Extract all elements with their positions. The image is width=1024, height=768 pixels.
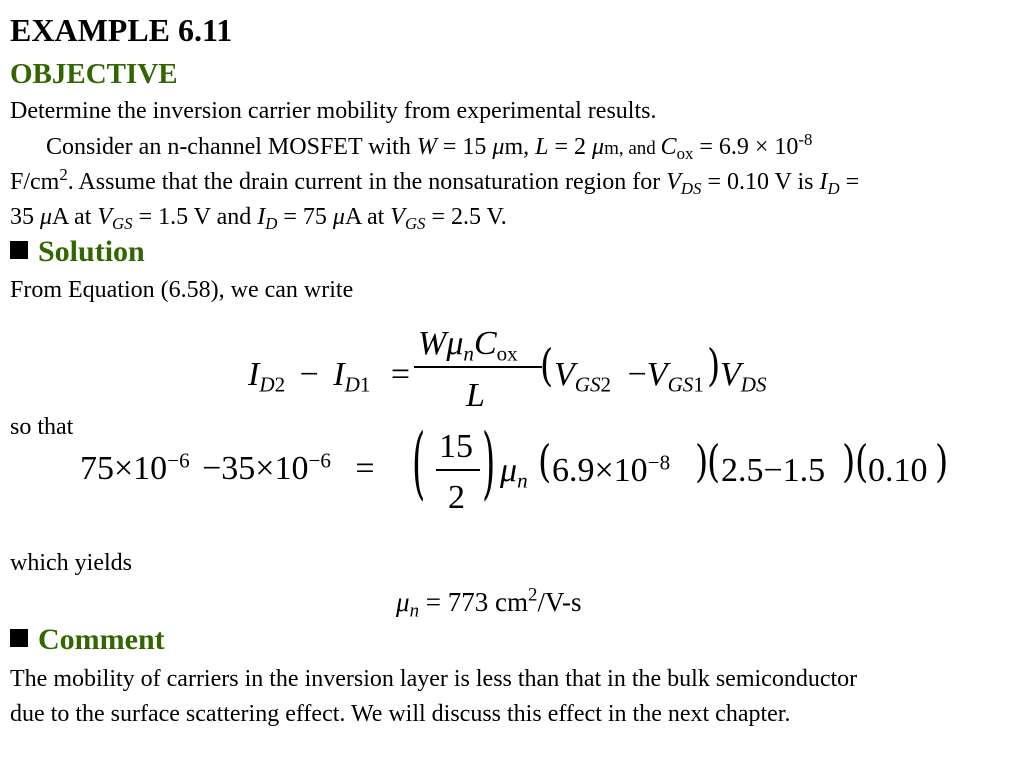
mu-symbol: μ [332,204,345,230]
eq1-v: V [554,356,575,393]
solution-intro: From Equation (6.58), we can write [10,277,354,303]
eq2-exp-a: −6 [167,448,190,473]
w-value: = 15 [436,134,493,160]
eq2-mu: μ [500,452,518,489]
eq1-w: W [418,325,447,362]
vds-value: = 0.10 V is [701,169,820,195]
result-unit: /V-s [537,587,582,617]
eq2-rparen-2: ) [842,436,856,488]
comment-line-1: The mobility of carriers in the inversion layer is less than that in the bulk semiconductor [10,666,858,692]
fcm-exponent: 2 [59,164,68,184]
eq1-gs-sub: GS [574,372,601,397]
eq2-lparen-3: ( [855,436,869,488]
eq2-lhs-b: −35×10 [202,450,309,487]
mu-symbol: μ [40,204,53,230]
micron-unit: m, [504,134,536,160]
eq1-v: V [720,356,741,393]
var-v: V [390,204,405,230]
eq1-minus: − [299,356,319,393]
eq2-term3: 0.10 [868,452,928,489]
and-word: and [623,138,661,159]
comment-heading [10,622,165,658]
eq2-frac-rparen: ) [482,418,496,510]
eq2-term1-base: 6.9×10 [552,452,648,489]
eq1-d-sub: D [259,372,275,397]
eq2-mu-n [500,451,528,491]
result-n-sub: n [409,600,420,622]
eq1-i: I [248,356,260,393]
vgs2-value: = 2.5 V. [425,204,507,230]
amp-at: A at [344,204,391,230]
eq1-ox-sub: ox [496,341,518,366]
eq1-rparen: ) [707,340,721,392]
var-c: C [660,134,677,160]
eq1-mu: μ [446,325,464,362]
eq2-rparen-3: ) [935,436,949,488]
eq1-two-sub: 2 [274,372,286,397]
result-mu: μ [396,587,410,617]
eq1-ds-sub: DS [740,372,767,397]
id2-value: = 75 [277,204,333,230]
mu-symbol: μ [492,134,505,160]
id1-value: 35 [10,204,40,230]
var-v: V [97,204,113,230]
eq2-exp-b: −6 [308,448,331,473]
cox-value: = 6.9 × 10 [693,134,799,160]
eq1-lparen: ( [540,340,554,392]
square-bullet-icon [10,629,28,647]
eq1-i: I [333,356,345,393]
gs-subscript: GS [404,214,426,234]
result-line [396,584,581,620]
gs-subscript: GS [112,214,133,234]
var-l: L [535,134,549,160]
eq2-frac-lparen: ( [412,418,426,510]
eq1-l: L [466,377,485,414]
eq2-term1 [552,451,670,491]
eq2-equals: = [355,450,375,487]
eq2-lparen-1: ( [538,436,552,488]
eq2-lparen-2: ( [707,436,721,488]
result-value: = 773 cm [419,587,528,617]
eq1-v: V [646,356,668,393]
vgs1-value: = 1.5 V and [132,204,258,230]
eq2-lhs-a: 75×10 [80,450,168,487]
var-i: I [819,169,828,195]
eq2-rparen-1: ) [695,436,709,488]
eq1-gs-sub: GS [667,372,694,397]
ds-subscript: DS [680,179,702,199]
objective-heading: OBJECTIVE [10,58,178,90]
mu-symbol: μ [592,134,605,160]
eq2-term1-exp: −8 [647,450,671,475]
eq2-lhs [80,449,375,489]
l-value: = 2 [548,134,593,160]
eq1-minus: − [627,356,647,393]
eq1-one-sub: 1 [693,372,704,397]
var-v: V [666,169,681,195]
which-yields-text: which yields [10,550,132,576]
d-subscript: D [827,179,840,199]
var-i: I [257,204,266,230]
eq2-n-sub: n [517,468,528,493]
equals-sign: = [839,169,860,195]
eq2-term2: 2.5−1.5 [721,452,826,489]
eq2-frac-num: 15 [439,428,473,465]
assume-text: . Assume that the drain current in the nonsaturation region for [67,169,667,195]
example-title: EXAMPLE 6.11 [10,12,233,48]
ox-subscript: ox [676,144,694,164]
micron-unit: m, [604,138,624,159]
eq1-one-sub: 1 [359,372,371,397]
comment-label: Comment [38,623,165,656]
eq2-fraction-bar [436,469,480,471]
fcm-unit: F/cm [10,169,60,195]
eq2-frac-den: 2 [448,479,465,516]
objective-text: Determine the inversion carrier mobility from experimental results. [10,98,657,124]
problem-consider: Consider an n-channel MOSFET with [46,134,411,160]
eq1-n-sub: n [463,341,474,366]
var-w: W [416,134,437,160]
result-sq: 2 [527,584,538,606]
d-subscript: D [265,214,278,234]
comment-line-2: due to the surface scattering effect. We will discuss this effect in the next chapter. [10,701,791,727]
so-that-text: so that [10,414,74,440]
eq1-two-sub: 2 [600,372,612,397]
cox-exponent: -8 [798,129,813,149]
eq1-d-sub: D [344,372,360,397]
eq1-equals: = [390,356,411,393]
solution-label: Solution [38,235,145,268]
eq1-c: C [473,325,497,362]
amp-at: A at [52,204,98,230]
